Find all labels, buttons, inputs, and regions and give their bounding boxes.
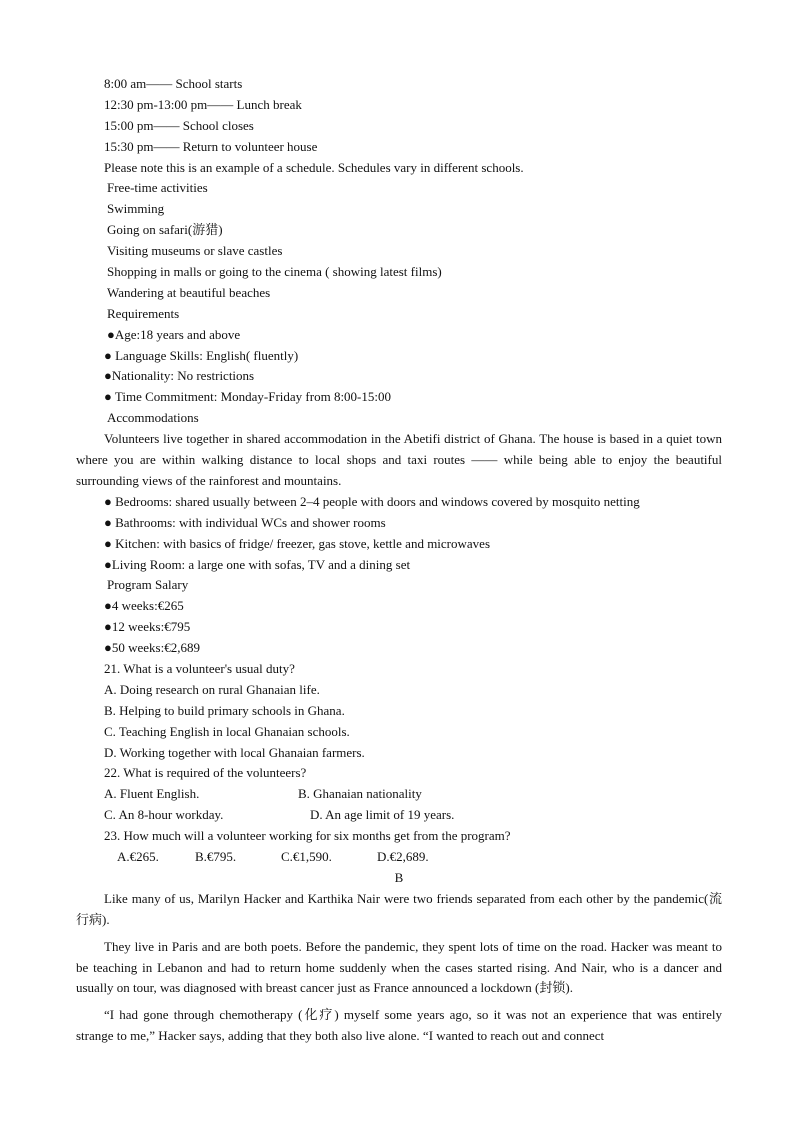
answer-option: A.€265.	[117, 849, 159, 864]
requirements-section	[76, 304, 722, 408]
passage-paragraph: “I had gone through chemotherapy (化疗) myself some years ago, so it was not an experience that was entirely strange to me,” Hacker says, adding that they both also live alone. “I wanted to reach out and connect	[76, 1007, 722, 1044]
section-label: B	[394, 869, 404, 885]
schedule-item: 8:00 am—— School starts	[104, 76, 243, 91]
section-heading: Program Salary	[107, 577, 189, 593]
answer-option: A. Doing research on rural Ghanaian life.	[104, 681, 320, 697]
answer-option: B. Helping to build primary schools in Ghana.	[104, 702, 345, 718]
list-item: ●50 weeks:€2,689	[104, 640, 200, 656]
answer-option: C.€1,590.	[281, 849, 332, 864]
free-time-section	[76, 178, 722, 303]
question-21	[76, 659, 722, 763]
salary-section	[76, 575, 722, 659]
list-item: Swimming	[107, 201, 165, 217]
accommodations-section	[76, 408, 722, 575]
list-item: ●4 weeks:€265	[104, 598, 184, 614]
answer-option: C. Teaching English in local Ghanaian schools.	[104, 723, 350, 739]
schedule-list	[76, 74, 722, 178]
list-item: ● Time Commitment: Monday-Friday from 8:00-15:00	[104, 389, 391, 405]
question-text: 21. What is a volunteer's usual duty?	[104, 660, 295, 676]
answer-option: B. Ghanaian nationality	[298, 786, 422, 802]
answer-option: D. Working together with local Ghanaian farmers.	[104, 744, 365, 760]
list-item: Wandering at beautiful beaches	[107, 284, 271, 300]
answer-option: A. Fluent English.	[104, 786, 200, 802]
answer-option: D. An age limit of 19 years.	[310, 807, 455, 823]
list-item: ●12 weeks:€795	[104, 619, 191, 635]
section-heading: Requirements	[107, 305, 180, 321]
answer-row	[76, 805, 722, 826]
section-heading: Accommodations	[107, 410, 199, 426]
answer-row	[76, 784, 722, 805]
document-page	[76, 74, 722, 1047]
answer-option: B.€795.	[195, 849, 237, 864]
answer-option: D.€2,689.	[377, 849, 429, 864]
passage-b	[76, 889, 722, 1047]
question-22	[76, 763, 722, 826]
list-item: ●Living Room: a large one with sofas, TV and a dining set	[104, 556, 411, 572]
accommodations-paragraph: Volunteers live together in shared accommodation in the Abetifi district of Ghana. The house is based in a quiet town where you are within walking distance to local shops and taxi routes —— while being able to enjoy the beautiful surrounding views of the rainforest and mountains.	[76, 431, 722, 488]
passage-paragraph: They live in Paris and are both poets. Before the pandemic, they spent lots of time on the road. Hacker was meant to be teaching in Lebanon and had to return home suddenly when the cases started rising. And Nair, who is a dancer and usually on tour, was diagnosed with breast cancer just as France announced a lockdown (封锁).	[76, 938, 722, 996]
list-item: Shopping in malls or going to the cinema ( showing latest films)	[107, 264, 442, 280]
schedule-item: 15:00 pm—— School closes	[104, 117, 254, 133]
list-item: ●Nationality: No restrictions	[104, 368, 255, 384]
list-item: ● Language Skills: English( fluently)	[104, 347, 299, 363]
list-item: ● Bathrooms: with individual WCs and shower rooms	[104, 514, 386, 530]
answer-option: C. An 8-hour workday.	[104, 807, 224, 823]
list-item: Going on safari(游猎)	[107, 222, 223, 238]
list-item: Visiting museums or slave castles	[107, 243, 283, 259]
list-item: ● Bedrooms: shared usually between 2–4 people with doors and windows covered by mosquito netting	[104, 493, 640, 509]
passage-paragraph: Like many of us, Marilyn Hacker and Karthika Nair were two friends separated from each other by the pandemic(流行病).	[76, 890, 722, 927]
question-23	[76, 826, 722, 868]
list-item: ● Kitchen: with basics of fridge/ freezer, gas stove, kettle and microwaves	[104, 535, 491, 551]
schedule-item: 12:30 pm-13:00 pm—— Lunch break	[104, 96, 302, 112]
list-item: ●Age:18 years and above	[107, 326, 241, 342]
question-text: 22. What is required of the volunteers?	[104, 765, 307, 781]
section-heading: Free-time activities	[107, 180, 208, 196]
question-text: 23. How much will a volunteer working for six months get from the program?	[104, 828, 511, 844]
schedule-note: Please note this is an example of a schedule. Schedules vary in different schools.	[104, 159, 524, 175]
answer-row	[76, 847, 722, 868]
schedule-item: 15:30 pm—— Return to volunteer house	[104, 138, 318, 154]
